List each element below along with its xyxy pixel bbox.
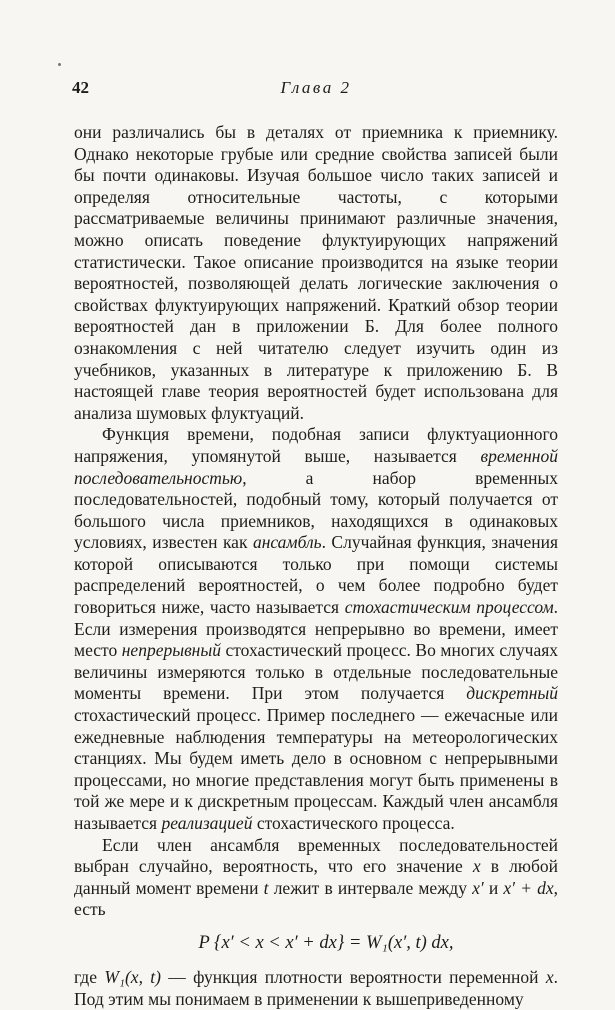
text-run: лежит в интервале между [268,877,473,898]
paragraph-4 [74,967,558,1010]
text-run: , есть [74,877,558,920]
text-run: Если член ансамбля временных последовательностей выбран случайно, вероятность, что его значение [74,834,558,877]
probability-formula: P {x′ < x < x′ + dx} = W₁(x′, t) dx, [198,932,454,953]
term-stochastic-process: стохастическим процессом [344,597,554,618]
text-run: в любой данный момент времени [74,856,558,898]
text-run: стохастический процесс. Во многих случаях величины измеряются только в отдельные последовательные моменты времени. При этом получается [74,640,559,704]
text-run: — функция плотности вероятности переменной [160,966,546,987]
math-expression: W₁(x, t) [104,966,161,987]
text-run: стохастический процесс. Пример последнего — ежечасные или ежедневные наблюдения температуры на метеорологических станциях. Мы будем иметь дело в основном с непрерывными процессами, но многие представления могут быть применены в той же мере и к дискретным процессам. Каждый член ансамбля называется [74,705,558,833]
math-var: x′ [472,877,484,898]
text-run: . Если измерения производятся непрерывно во времени, имеет место [74,597,559,661]
page-number: 42 [72,78,89,97]
text-run: где [74,966,105,987]
math-var: x [472,856,481,877]
math-var: t [263,877,269,898]
math-expression: x′ + dx [503,877,554,898]
text-run: стохастического процесса. [252,813,455,833]
text-run: , а набор временных последовательностей, подобный тому, который получается от большого числа приемников, находящихся в одинаковых условиях, известен как [74,467,558,553]
text-run: Функция времени, подобная записи флуктуационного напряжения, упомянутой выше, называется [74,424,558,466]
term-discrete: дискретный [466,683,558,704]
term-realization: реализацией [161,813,253,833]
scan-mark [58,63,61,66]
term-time-series: временной последовательностью [74,445,558,488]
paragraph-2 [74,424,558,834]
running-head [74,78,558,104]
term-continuous: непрерывный [121,640,221,661]
book-page [74,78,558,1010]
paragraph-3 [74,835,558,921]
text-run: . Под этим мы понимаем в применении к вышеприведенному [74,966,558,1009]
text-run: . Случайная функция, значения которой описываются только при помощи системы распределений вероятностей, о чем более подробно будет говориться ниже, часто называется [74,532,559,618]
term-ensemble: ансамбль [252,532,322,553]
paragraph-1: они различались бы в деталях от приемника к приемнику. Однако некоторые грубые или средние свойства записей были бы почти одинаковы. Изучая большое число таких записей и определяя относительные частоты, с которыми рассматриваемые величины принимают различные значения, можно описать поведение флуктуирующих напряжений статистически. Такое описание производится на языке теории вероятностей, позволяющей делать логические заключения о свойствах флуктуирующих напряжений. Краткий обзор теории вероятностей дан в приложении Б. Для более полного ознакомления с ней читателю следует изучить один из учебников, указанных в литературе к приложению Б. В настоящей главе теория вероятностей будет использована для анализа шумовых флуктуаций. [74,122,558,423]
math-var: x [545,966,554,987]
chapter-title: Глава 2 [280,78,352,97]
text-run: и [483,877,504,898]
